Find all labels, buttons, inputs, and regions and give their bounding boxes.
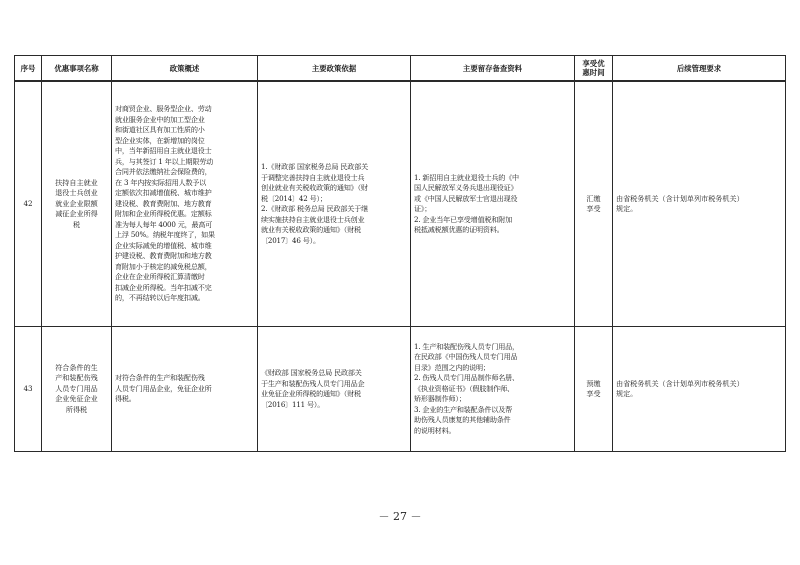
row-materials: 1. 新招用自主就业退役士兵的《中 国人民解放军义务兵退出现役证》 或《中国人民解放军士官退出现役 证》； 2. 企业当年已享受增值税和附加 税抵减税额优惠的证明资料。	[411, 81, 575, 327]
header-time: 享受优 惠时间	[575, 56, 613, 82]
table-row	[15, 81, 786, 327]
row-item: 扶持自主就业 退役士兵创业 就业企业限额 减征企业所得 税	[42, 81, 112, 327]
row-overview: 对商贸企业、服务型企业、劳动 就业服务企业中的加工型企业 和街道社区具有加工性质的小 型企业实体，在新增加的岗位 中，当年新招用自主就业退役士 兵，与其签订 1 年以上期限劳动 合同并依法缴纳社会保险费的， 在 3 年内按实际招用人数予以 定额依次扣减增值税、城市维护 建设税、教育费附加、地方教育 附加和企业所得税优惠。定额标 准为每人每年 4000 元，最高可 上浮 50%。纳税年度终了，如果 企业实际减免的增值税、城市维 护建设税、教育费附加和地方教 育附加小于核定的减免税总额， 企业在企业所得税汇算清缴时 扣减企业所得税。当年扣减不完 的，不再结转以后年度扣减。	[112, 81, 258, 327]
header-basis: 主要政策依据	[258, 56, 411, 82]
row-seq: 42	[15, 81, 42, 327]
row-followup: 由省税务机关（含计划单列市税务机关） 规定。	[613, 81, 786, 327]
header-followup: 后续管理要求	[613, 56, 786, 82]
header-item: 优惠事项名称	[42, 56, 112, 82]
row-basis: 1.《财政部 国家税务总局 民政部关 于调整完善扶持自主就业退役士兵 创业就业有关税收政策的通知》（财 税〔2014〕42 号）； 2.《财政部 税务总局 民政部关于继 续实施扶持自主就业退役士兵创业 就业有关税收政策的通知》（财税 〔2017〕46 号）。	[258, 81, 411, 327]
header-materials: 主要留存备查资料	[411, 56, 575, 82]
header-overview: 政策概述	[112, 56, 258, 82]
row-item: 符合条件的生 产和装配伤残 人员专门用品 企业免征企业 所得税	[42, 327, 112, 452]
page-number: － 27 －	[378, 510, 422, 523]
header-seq: 序号	[15, 56, 42, 82]
row-materials: 1. 生产和装配伤残人员专门用品， 在民政部《中国伤残人员专门用品 目录》范围之内的说明； 2. 伤残人员专门用品制作师名册、 《执业资格证书》（假肢制作师、 矫形器制作师）； 3. 企业的生产和装配条件以及帮 助伤残人员康复的其他辅助条件 的说明材料。	[411, 327, 575, 452]
row-time: 预缴 享受	[575, 327, 613, 452]
row-followup: 由省税务机关（含计划单列市税务机关） 规定。	[613, 327, 786, 452]
table-header	[15, 56, 786, 82]
policy-table	[14, 55, 786, 452]
row-overview: 对符合条件的生产和装配伤残 人员专门用品企业，免征企业所 得税。	[112, 327, 258, 452]
row-basis: 《财政部 国家税务总局 民政部关 于生产和装配伤残人员专门用品企 业免征企业所得税的通知》（财税 〔2016〕111 号）。	[258, 327, 411, 452]
row-seq: 43	[15, 327, 42, 452]
table-row	[15, 327, 786, 452]
row-time: 汇缴 享受	[575, 81, 613, 327]
